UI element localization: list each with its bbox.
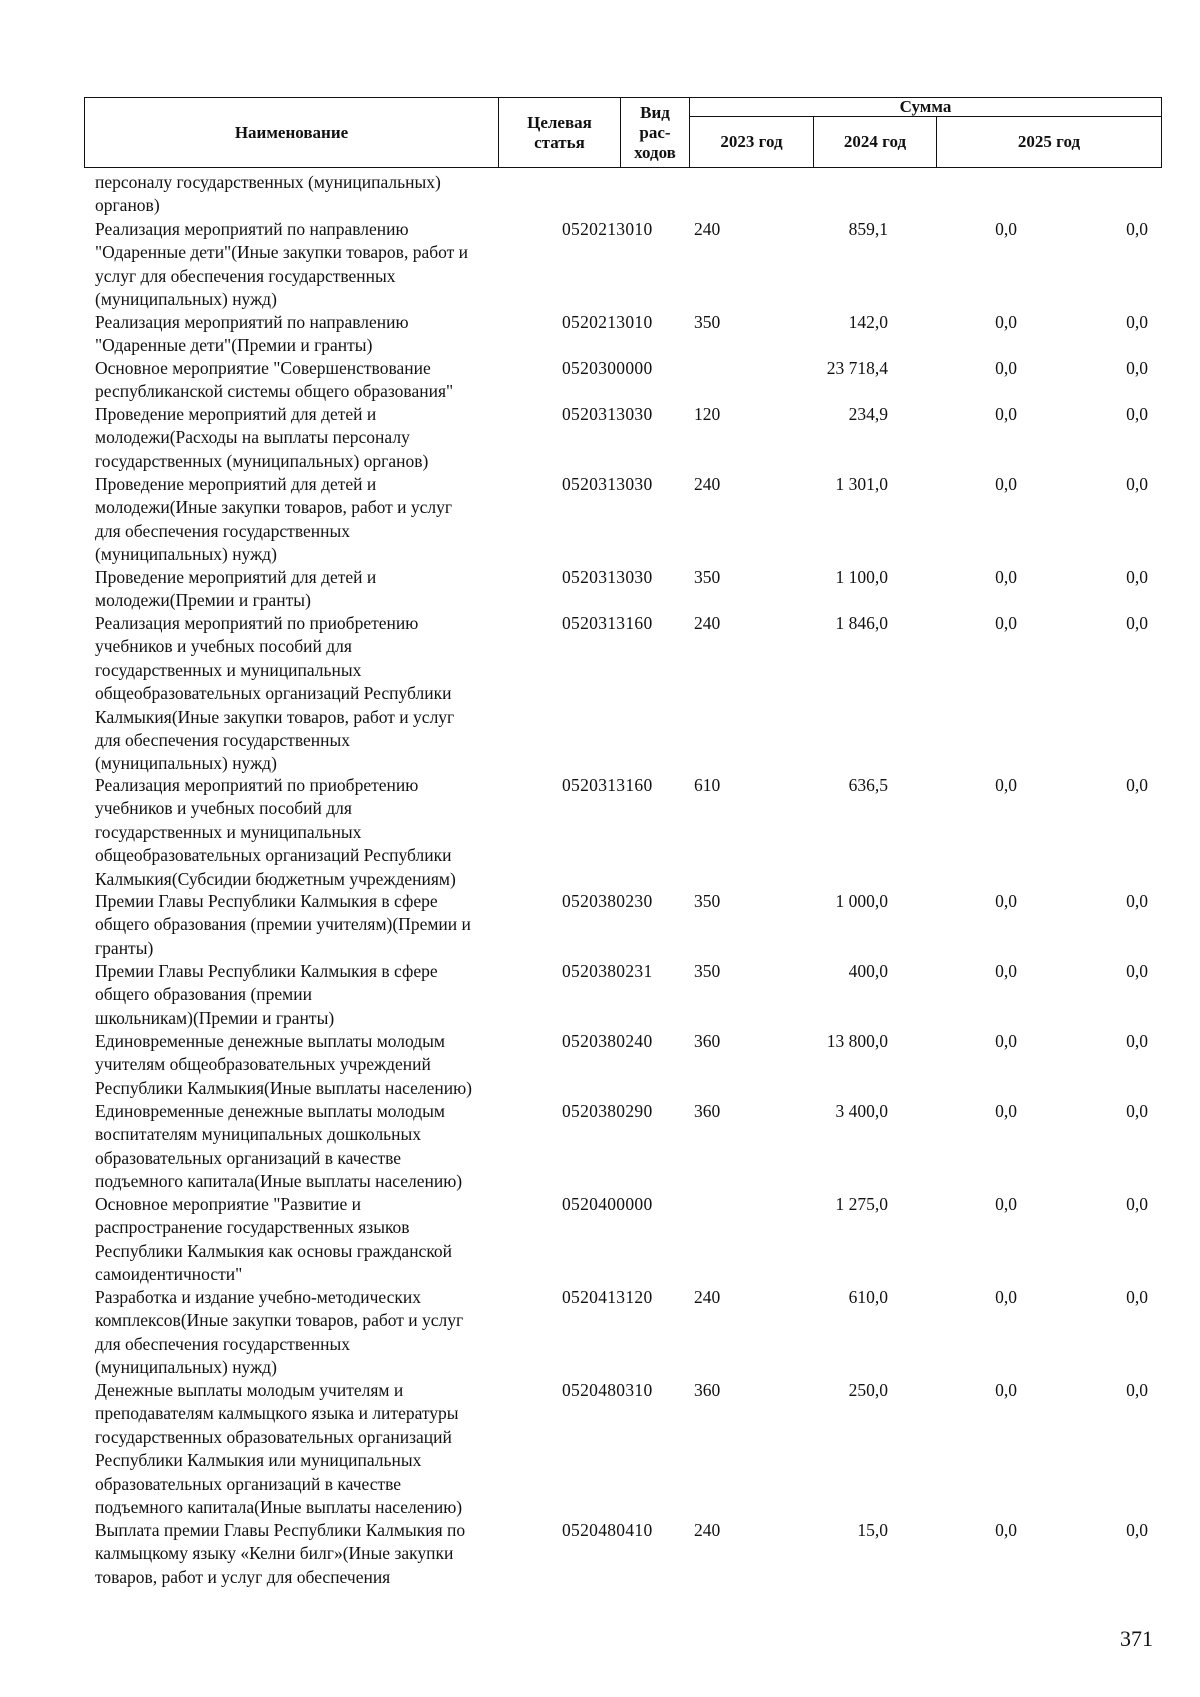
row-name: Денежные выплаты молодым учителям и преподавателям калмыцкого языка и литературы государственных образовательных организаций Республики Калмыкия или муниципальных образовательных организаций в качестве подъемного капитала(Иные выплаты населению) xyxy=(95,1380,463,1518)
row-name: Реализация мероприятий по направлению "Одаренные дети"(Иные закупки товаров, работ и услуг для обеспечения государственных (муниципальных) нужд) xyxy=(95,219,469,310)
row-target-article: 0520313030 xyxy=(562,567,653,587)
row-sum-2023: 1 100,0 xyxy=(835,567,888,587)
row-sum-2025: 0,0 xyxy=(1126,1101,1148,1121)
row-name: Основное мероприятие "Совершенствование республиканской системы общего образования" xyxy=(95,358,454,402)
row-sum-2023: 1 846,0 xyxy=(835,613,888,633)
row-sum-2023: 250,0 xyxy=(848,1380,888,1400)
row-sum-2023: 610,0 xyxy=(848,1287,888,1307)
row-sum-2023: 13 800,0 xyxy=(826,1031,888,1051)
row-sum-2024: 0,0 xyxy=(995,1031,1017,1051)
row-expense-type: 120 xyxy=(694,404,721,424)
table-header xyxy=(84,97,1162,168)
row-target-article: 0520213010 xyxy=(562,219,653,239)
row-sum-2024: 0,0 xyxy=(995,1101,1017,1121)
row-name: Разработка и издание учебно-методических комплексов(Иные закупки товаров, работ и услуг для обеспечения государственных (муниципальных) нужд) xyxy=(95,1287,464,1378)
row-target-article: 0520380230 xyxy=(562,891,653,911)
header-expense-type: Вид рас-ходов xyxy=(634,102,676,162)
row-name: Выплата премии Главы Республики Калмыкия по калмыцкому языку «Келни билг»(Иные закупки товаров, работ и услуг для обеспечения xyxy=(95,1520,466,1587)
row-sum-2023: 142,0 xyxy=(848,312,888,332)
row-name: Проведение мероприятий для детей и молодежи(Иные закупки товаров, работ и услуг для обеспечения государственных (муниципальных) нужд) xyxy=(95,474,453,565)
row-sum-2024: 0,0 xyxy=(995,474,1017,494)
row-sum-2024: 0,0 xyxy=(995,404,1017,424)
row-sum-2023: 400,0 xyxy=(848,961,888,981)
row-sum-2024: 0,0 xyxy=(995,891,1017,911)
row-sum-2025: 0,0 xyxy=(1126,567,1148,587)
header-name: Наименование xyxy=(234,122,349,142)
row-name: Премии Главы Республики Калмыкия в сфере общего образования (премии учителям)(Премии и гранты) xyxy=(95,891,471,958)
row-sum-2024: 0,0 xyxy=(995,613,1017,633)
row-name: Единовременные денежные выплаты молодым воспитателям муниципальных дошкольных образовательных организаций в качестве подъемного капитала(Иные выплаты населению) xyxy=(95,1101,463,1192)
row-sum-2024: 0,0 xyxy=(995,1287,1017,1307)
row-sum-2024: 0,0 xyxy=(995,312,1017,332)
row-sum-2025: 0,0 xyxy=(1126,961,1148,981)
row-name: Премии Главы Республики Калмыкия в сфере общего образования (премии школьникам)(Премии и гранты) xyxy=(95,961,438,1028)
row-sum-2023: 23 718,4 xyxy=(826,358,888,378)
row-target-article: 0520380240 xyxy=(562,1031,653,1051)
row-target-article: 0520300000 xyxy=(562,358,653,378)
row-sum-2024: 0,0 xyxy=(995,358,1017,378)
row-sum-2025: 0,0 xyxy=(1126,219,1148,239)
row-target-article: 0520413120 xyxy=(562,1287,653,1307)
row-sum-2023: 234,9 xyxy=(848,404,888,424)
row-sum-2023: 636,5 xyxy=(848,775,888,795)
row-sum-2025: 0,0 xyxy=(1126,404,1148,424)
row-name: Основное мероприятие "Развитие и распространение государственных языков Республики Калмыкия как основы гражданской самоидентичности" xyxy=(95,1194,453,1285)
row-sum-2025: 0,0 xyxy=(1126,358,1148,378)
header-target-article: Целевая статья xyxy=(527,112,592,152)
row-expense-type: 240 xyxy=(694,613,721,633)
row-sum-2023: 1 301,0 xyxy=(835,474,888,494)
row-sum-2025: 0,0 xyxy=(1126,1520,1148,1540)
row-expense-type: 240 xyxy=(694,474,721,494)
row-expense-type: 240 xyxy=(694,219,721,239)
row-expense-type: 610 xyxy=(694,775,721,795)
row-expense-type: 350 xyxy=(694,312,721,332)
row-name: Реализация мероприятий по приобретению учебников и учебных пособий для государственных и муниципальных общеобразовательных организаций Республики Калмыкия(Иные закупки товаров, работ и услуг для обеспечения государственных (муниципальных) нужд) xyxy=(95,613,455,774)
row-sum-2024: 0,0 xyxy=(995,775,1017,795)
row-name: персоналу государственных (муниципальных) органов) xyxy=(95,172,441,216)
row-sum-2025: 0,0 xyxy=(1126,474,1148,494)
row-name: Реализация мероприятий по направлению "Одаренные дети"(Премии и гранты) xyxy=(95,312,409,356)
row-sum-2025: 0,0 xyxy=(1126,891,1148,911)
header-sum: Сумма xyxy=(899,97,952,116)
row-expense-type: 350 xyxy=(694,961,721,981)
row-name: Проведение мероприятий для детей и молодежи(Премии и гранты) xyxy=(95,567,377,611)
row-sum-2025: 0,0 xyxy=(1126,1287,1148,1307)
row-expense-type: 360 xyxy=(694,1101,721,1121)
row-expense-type: 350 xyxy=(694,567,721,587)
row-sum-2025: 0,0 xyxy=(1126,775,1148,795)
row-target-article: 0520313160 xyxy=(562,613,653,633)
row-sum-2025: 0,0 xyxy=(1126,1380,1148,1400)
row-target-article: 0520313160 xyxy=(562,775,653,795)
row-name: Реализация мероприятий по приобретению учебников и учебных пособий для государственных и муниципальных общеобразовательных организаций Республики Калмыкия(Субсидии бюджетным учреждениям) xyxy=(95,775,456,889)
row-sum-2023: 1 275,0 xyxy=(835,1194,888,1214)
row-expense-type: 240 xyxy=(694,1520,721,1540)
row-target-article: 0520480410 xyxy=(562,1520,653,1540)
header-year-2025: 2025 год xyxy=(1017,132,1081,151)
row-sum-2023: 3 400,0 xyxy=(835,1101,888,1121)
row-target-article: 0520313030 xyxy=(562,404,653,424)
row-sum-2025: 0,0 xyxy=(1126,613,1148,633)
row-sum-2024: 0,0 xyxy=(995,1520,1017,1540)
row-target-article: 0520313030 xyxy=(562,474,653,494)
row-expense-type: 360 xyxy=(694,1031,721,1051)
row-target-article: 0520380290 xyxy=(562,1101,653,1121)
row-sum-2024: 0,0 xyxy=(995,1380,1017,1400)
row-sum-2024: 0,0 xyxy=(995,961,1017,981)
row-target-article: 0520213010 xyxy=(562,312,653,332)
header-year-2024: 2024 год xyxy=(843,132,907,151)
row-sum-2023: 15,0 xyxy=(857,1520,888,1540)
page-number: 371 xyxy=(1120,1626,1153,1651)
row-sum-2024: 0,0 xyxy=(995,1194,1017,1214)
row-sum-2023: 859,1 xyxy=(848,219,888,239)
header-year-2023: 2023 год xyxy=(720,132,783,151)
row-sum-2025: 0,0 xyxy=(1126,1031,1148,1051)
row-expense-type: 360 xyxy=(694,1380,721,1400)
row-target-article: 0520400000 xyxy=(562,1194,653,1214)
row-target-article: 0520380231 xyxy=(562,961,653,981)
row-sum-2024: 0,0 xyxy=(995,567,1017,587)
row-expense-type: 350 xyxy=(694,891,721,911)
row-expense-type: 240 xyxy=(694,1287,721,1307)
row-sum-2025: 0,0 xyxy=(1126,312,1148,332)
row-sum-2025: 0,0 xyxy=(1126,1194,1148,1214)
row-sum-2024: 0,0 xyxy=(995,219,1017,239)
row-name: Единовременные денежные выплаты молодым учителям общеобразовательных учреждений Республики Калмыкия(Иные выплаты населению) xyxy=(95,1031,472,1098)
row-sum-2023: 1 000,0 xyxy=(835,891,888,911)
row-target-article: 0520480310 xyxy=(562,1380,653,1400)
row-name: Проведение мероприятий для детей и молодежи(Расходы на выплаты персоналу государственных (муниципальных) органов) xyxy=(95,404,429,471)
